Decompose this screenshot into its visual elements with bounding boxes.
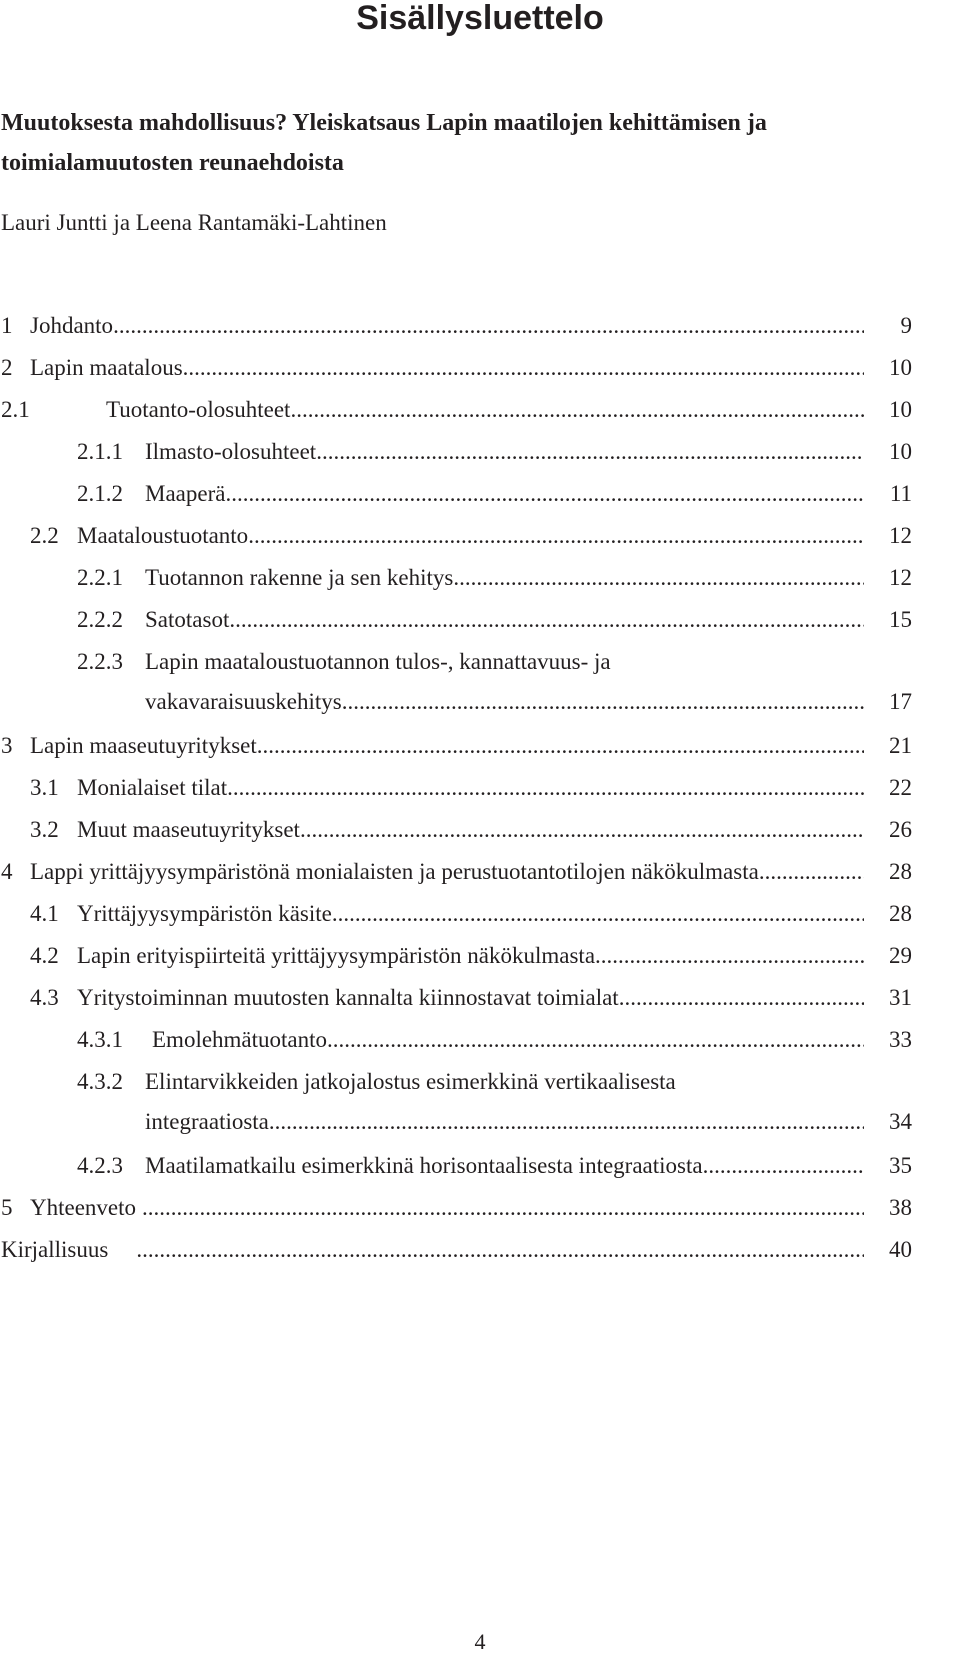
toc-leader-dots: [703, 1148, 864, 1184]
toc-entry-page: 21: [889, 733, 912, 758]
toc-entry[interactable]: [0, 980, 960, 1024]
toc-entry-number: 2.2.1: [77, 565, 123, 590]
toc-leader-dots: [342, 684, 864, 720]
article-title: [1, 103, 901, 183]
toc-entry-page: 22: [889, 775, 912, 800]
toc-entry-page: 29: [889, 943, 912, 968]
toc-entry-page: 26: [889, 817, 912, 842]
toc-entry[interactable]: [0, 770, 960, 814]
toc-entry-title: Lapin maatalous: [30, 355, 183, 380]
toc-leader-dots: [332, 896, 864, 932]
toc-entry-number: 1: [1, 313, 13, 338]
toc-entry-title-continued: vakavaraisuuskehitys: [145, 689, 342, 714]
toc-entry-number: 3.1: [30, 775, 59, 800]
toc-entry-number: 2.1.1: [77, 439, 123, 464]
toc-entry-title: Muut maaseutuyritykset: [77, 817, 300, 842]
toc-entry-page: 17: [889, 689, 912, 714]
toc-entry-page: 10: [889, 355, 912, 380]
toc-entry-page: 10: [889, 439, 912, 464]
article-authors: Lauri Juntti ja Leena Rantamäki-Lahtinen: [1, 210, 387, 235]
toc-entry-title: Yrittäjyysympäristön käsite: [77, 901, 332, 926]
toc-leader-dots: [300, 812, 864, 848]
toc-leader-dots: [290, 392, 864, 428]
toc-entry[interactable]: [0, 854, 960, 898]
toc-leader-dots: [108, 1232, 864, 1268]
toc-entry-page: 38: [889, 1195, 912, 1220]
toc-entry-number: 2.1: [1, 397, 30, 422]
toc-entry-number: 4.1: [30, 901, 59, 926]
toc-entry-number: 4: [1, 859, 13, 884]
toc-leader-dots: [327, 1022, 864, 1058]
toc-entry-title: Lapin maataloustuotannon tulos-, kannattavuus- ja: [145, 649, 611, 674]
toc-entry-title: Tuotanto-olosuhteet: [106, 397, 291, 422]
article-title-line-2: toimialamuutosten reunaehdoista: [1, 150, 344, 176]
toc-entry-title: Maataloustuotanto: [77, 523, 249, 548]
toc-entry[interactable]: [0, 1190, 960, 1234]
toc-entry[interactable]: [0, 1232, 960, 1276]
toc-entry-number: 2.2.3: [77, 649, 123, 674]
toc-leader-dots: [136, 1190, 864, 1226]
toc-entry-page: 12: [889, 523, 912, 548]
page-title: Sisällysluettelo: [356, 0, 604, 37]
toc-entry[interactable]: [0, 1022, 960, 1066]
toc-entry-number: 2.2: [30, 523, 59, 548]
toc-entry-title: Emolehmätuotanto: [152, 1027, 328, 1052]
toc-entry[interactable]: [0, 1148, 960, 1192]
toc-entry-number: 3.2: [30, 817, 59, 842]
toc-entry[interactable]: [0, 518, 960, 562]
toc-entry[interactable]: [0, 434, 960, 478]
toc-leader-dots: [229, 602, 864, 638]
toc-leader-dots: [453, 560, 864, 596]
toc-entry-page: 11: [889, 481, 912, 506]
toc-entry-title: Yhteenveto: [30, 1195, 137, 1220]
toc-entry-number: 4.3.2: [77, 1069, 123, 1094]
toc-entry-title: Lapin maaseutuyritykset: [30, 733, 257, 758]
toc-entry-page: 35: [889, 1153, 912, 1178]
toc-entry[interactable]: [0, 896, 960, 940]
toc-entry[interactable]: [0, 728, 960, 772]
toc-entry-title: Maaperä: [145, 481, 226, 506]
toc-entry-page: 40: [889, 1237, 912, 1262]
toc-entry[interactable]: [0, 476, 960, 520]
toc-entry-page: 28: [889, 901, 912, 926]
toc-leader-dots: [225, 476, 864, 512]
article-title-line-1: Muutoksesta mahdollisuus? Yleiskatsaus Lapin maatilojen kehittämisen ja: [1, 110, 767, 136]
toc-entry-number: 4.2.3: [77, 1153, 123, 1178]
toc-entry-title: Satotasot: [145, 607, 230, 632]
toc-entry-page: 34: [889, 1109, 912, 1134]
toc-leader-dots: [227, 770, 864, 806]
toc-entry[interactable]: [0, 308, 960, 352]
toc-entry-title: Yritystoiminnan muutosten kannalta kiinnostavat toimialat: [77, 985, 619, 1010]
toc-entry-number: 3: [1, 733, 13, 758]
toc-entry[interactable]: [0, 560, 960, 604]
toc-entry-number: 2: [1, 355, 13, 380]
toc-entry[interactable]: [0, 350, 960, 394]
toc-entry[interactable]: [0, 1064, 960, 1148]
toc-entry-page: 9: [900, 313, 912, 338]
toc-leader-dots: [248, 518, 864, 554]
toc-entry[interactable]: [0, 938, 960, 982]
toc-entry-number: 4.3: [30, 985, 59, 1010]
toc-entry-page: 12: [889, 565, 912, 590]
toc-entry[interactable]: [0, 392, 960, 436]
toc-entry-page: 31: [889, 985, 912, 1010]
page-number: 4: [474, 1629, 486, 1654]
toc-entry-title: Maatilamatkailu esimerkkinä horisontaalisesta integraatiosta: [145, 1153, 703, 1178]
toc-leader-dots: [183, 350, 864, 386]
toc-entry-number: 5: [1, 1195, 13, 1220]
toc-entry-number: 4.3.1: [77, 1027, 123, 1052]
toc-entry-page: 10: [889, 397, 912, 422]
toc-entry-page: 28: [889, 859, 912, 884]
toc-entry[interactable]: [0, 812, 960, 856]
toc-entry-title: Monialaiset tilat: [77, 775, 228, 800]
toc-entry-title: Ilmasto-olosuhteet: [145, 439, 317, 464]
toc-entry-title-continued: integraatiosta: [145, 1109, 269, 1134]
toc-entry-title: Kirjallisuus: [1, 1237, 109, 1262]
toc-entry-title: Johdanto: [30, 313, 114, 338]
toc-leader-dots: [759, 854, 864, 890]
toc-leader-dots: [257, 728, 864, 764]
toc-entry[interactable]: [0, 602, 960, 646]
toc-leader-dots: [619, 980, 864, 1016]
toc-entry-number: 2.2.2: [77, 607, 123, 632]
toc-entry-title: Lappi yrittäjyysympäristönä monialaisten ja perustuotantotilojen näkökulmasta: [30, 859, 759, 884]
toc-leader-dots: [113, 308, 864, 344]
toc-entry-title: Tuotannon rakenne ja sen kehitys: [145, 565, 454, 590]
toc-entry-title: Elintarvikkeiden jatkojalostus esimerkkinä vertikaalisesta: [145, 1069, 676, 1094]
toc-leader-dots: [595, 938, 864, 974]
toc-entry-page: 33: [889, 1027, 912, 1052]
toc-entry-number: 4.2: [30, 943, 59, 968]
toc-leader-dots: [269, 1104, 864, 1140]
toc-entry-title: Lapin erityispiirteitä yrittäjyysympäristön näkökulmasta: [77, 943, 596, 968]
toc-entry-page: 15: [889, 607, 912, 632]
toc-entry-number: 2.1.2: [77, 481, 123, 506]
toc-entry[interactable]: [0, 644, 960, 728]
toc-leader-dots: [316, 434, 864, 470]
